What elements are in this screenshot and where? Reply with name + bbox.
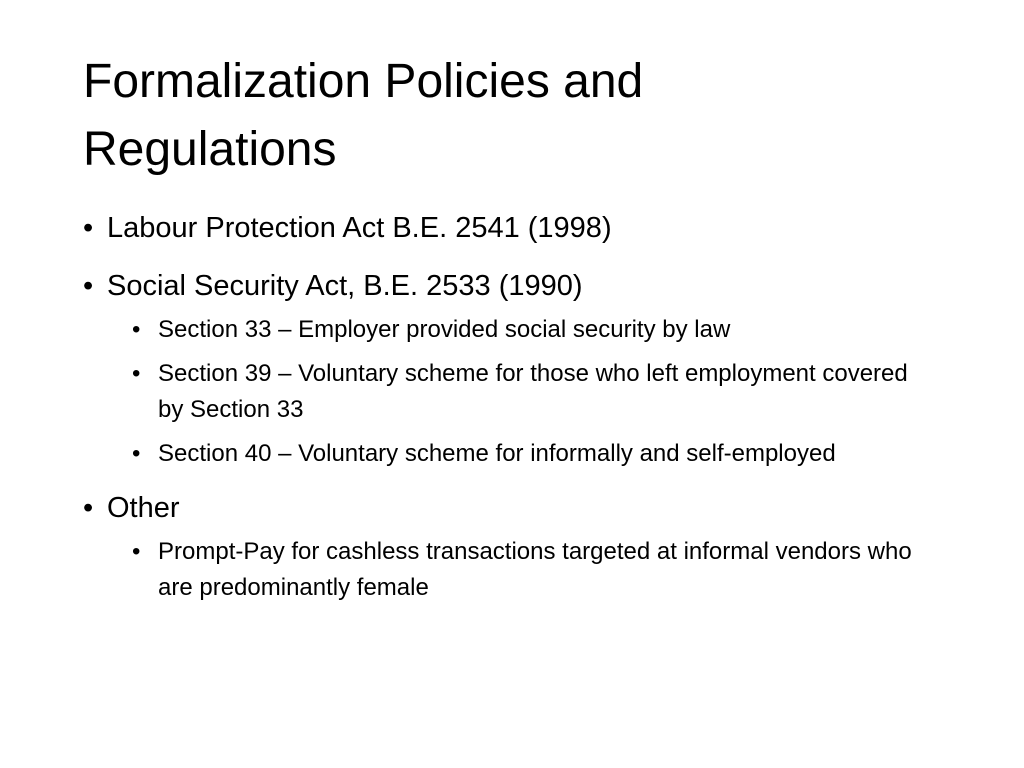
bullet-icon: • [83,212,94,244]
bullet-icon: • [83,492,94,524]
sub-bullet-item-section-33 [80,312,930,348]
sub-bullet-list-social-security [80,312,930,472]
bullet-text: Other [107,492,180,524]
sub-bullet-item-prompt-pay [80,534,930,606]
sub-bullet-text: Prompt-Pay for cashless transactions targeted at informal vendors who are predominantly female [158,538,912,601]
bullet-icon: • [132,538,141,565]
bullet-text: Labour Protection Act B.E. 2541 (1998) [107,212,612,244]
slide-title-line-2: Regulations [83,123,337,176]
sub-bullet-item-section-40 [80,436,930,472]
sub-bullet-list-other [80,534,930,606]
sub-bullet-text: Section 40 – Voluntary scheme for informally and self-employed [158,440,836,467]
bullet-icon: • [83,270,94,302]
bullet-item-labour-protection-act [80,208,930,248]
bullet-icon: • [132,440,141,467]
sub-bullet-item-section-39 [80,356,930,428]
slide-title [83,48,943,184]
bullet-icon: • [132,316,141,343]
bullet-text: Social Security Act, B.E. 2533 (1990) [107,270,583,302]
slide-title-line-1: Formalization Policies and [83,55,644,108]
sub-bullet-text: Section 39 – Voluntary scheme for those who left employment covered by Section 33 [158,360,908,423]
bullet-item-social-security-act [80,266,930,306]
sub-bullet-text: Section 33 – Employer provided social security by law [158,316,731,343]
bullet-icon: • [132,360,141,387]
bullet-item-other [80,488,930,528]
bullet-list [80,208,930,622]
